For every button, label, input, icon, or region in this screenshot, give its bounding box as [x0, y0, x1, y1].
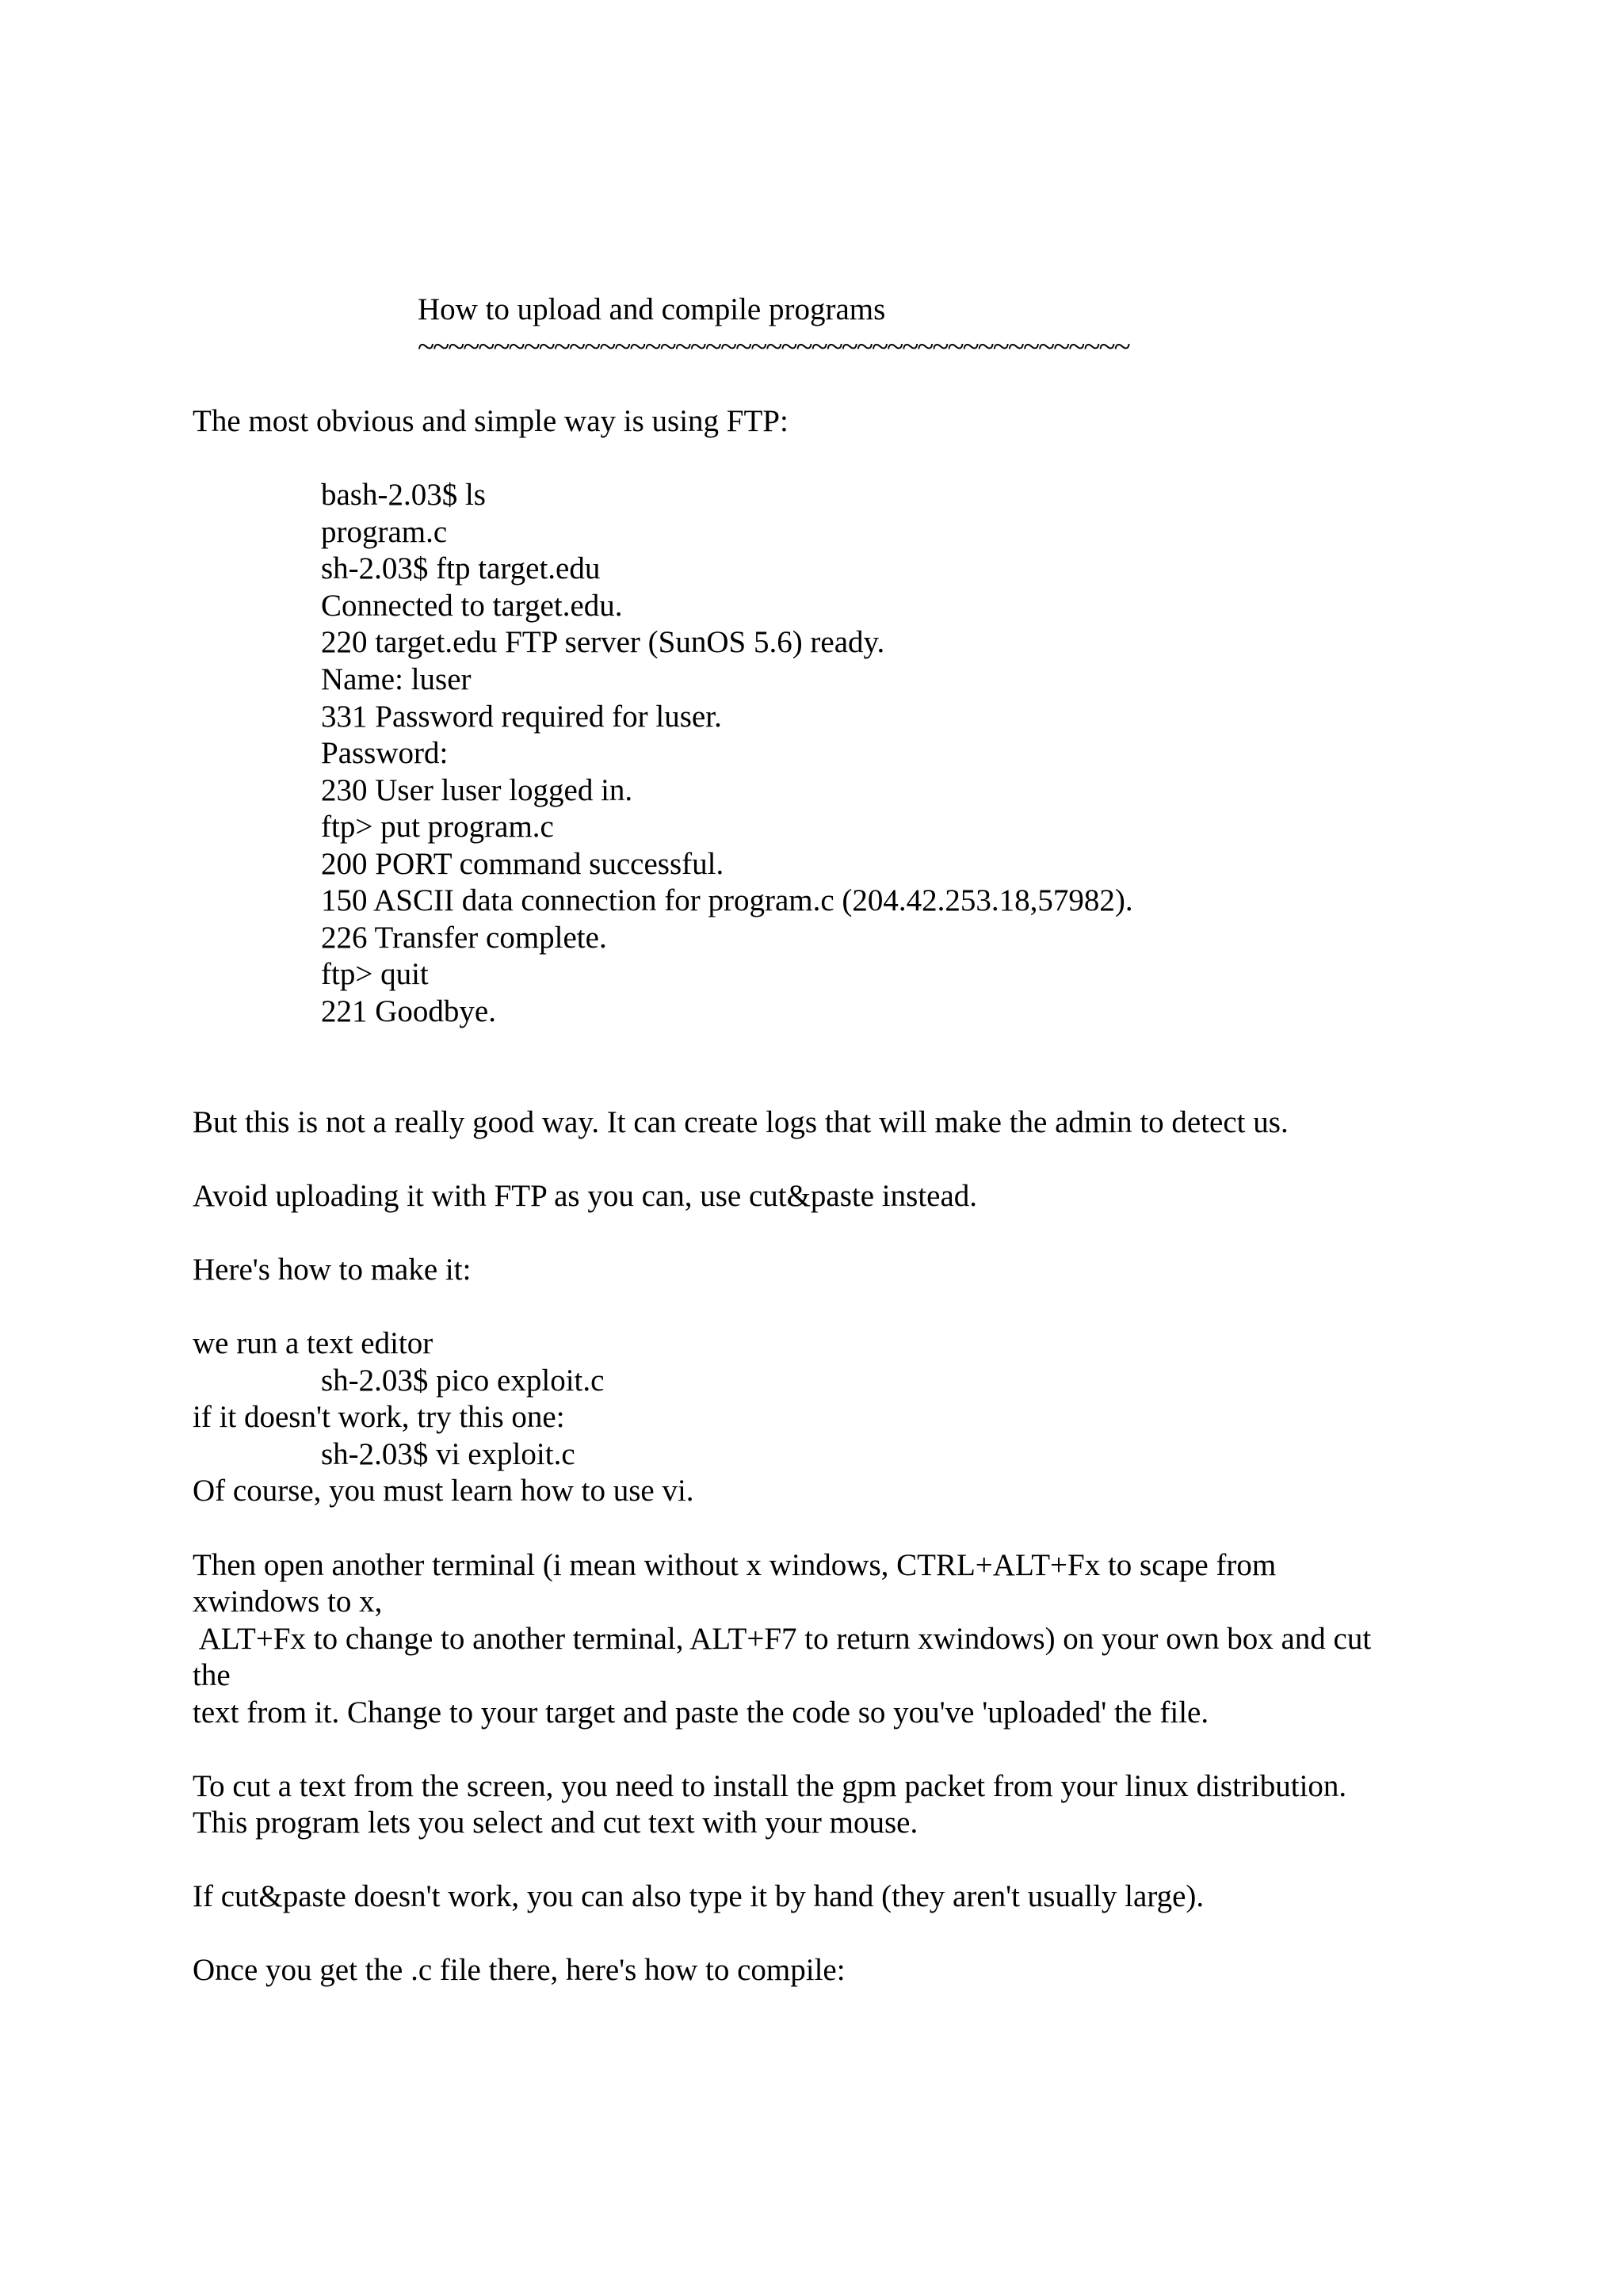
intro-paragraph: The most obvious and simple way is using FTP:: [193, 404, 789, 438]
terminal-paragraph-line: text from it. Change to your target and paste the code so you've 'uploaded' the file.: [193, 1695, 1209, 1730]
terminal-paragraph-line: the: [193, 1658, 231, 1692]
ftp-line: bash-2.03$ ls: [321, 478, 486, 512]
ftp-line: 150 ASCII data connection for program.c (204.42.253.18,57982).: [321, 883, 1133, 917]
ftp-line: ftp> quit: [321, 957, 429, 991]
compile-intro-paragraph: Once you get the .c file there, here's how to compile:: [193, 1953, 846, 1987]
ftp-line: program.c: [321, 515, 448, 549]
ftp-line: sh-2.03$ ftp target.edu: [321, 551, 601, 585]
ftp-line: 331 Password required for luser.: [321, 700, 722, 734]
ftp-line: Password:: [321, 736, 449, 770]
gpm-paragraph-line: To cut a text from the screen, you need to install the gpm packet from your linux distribution.: [193, 1769, 1347, 1803]
not-good-paragraph: But this is not a really good way. It can create logs that will make the admin to detect us.: [193, 1105, 1289, 1139]
ftp-line: 220 target.edu FTP server (SunOS 5.6) ready.: [321, 625, 885, 659]
terminal-paragraph-line: xwindows to x,: [193, 1585, 383, 1619]
title-underline: ~~~~~~~~~~~~~~~~~~~~~~~~~~~~~~~~~~~~~~~~~~~~~~~: [418, 330, 1129, 364]
pico-command: sh-2.03$ pico exploit.c: [321, 1363, 605, 1398]
learn-vi-line: Of course, you must learn how to use vi.: [193, 1474, 694, 1508]
terminal-paragraph-line: ALT+Fx to change to another terminal, ALT+F7 to return xwindows) on your own box and cut: [193, 1622, 1372, 1656]
document-title: How to upload and compile programs: [418, 292, 886, 326]
type-by-hand-paragraph: If cut&paste doesn't work, you can also type it by hand (they aren't usually large).: [193, 1879, 1205, 1913]
gpm-paragraph-line: This program lets you select and cut text with your mouse.: [193, 1806, 918, 1840]
vi-command: sh-2.03$ vi exploit.c: [321, 1437, 575, 1471]
heres-how-paragraph: Here's how to make it:: [193, 1253, 472, 1287]
ftp-line: ftp> put program.c: [321, 810, 554, 844]
ftp-line: 221 Goodbye.: [321, 994, 496, 1028]
ftp-line: 230 User luser logged in.: [321, 773, 633, 807]
avoid-ftp-paragraph: Avoid uploading it with FTP as you can, use cut&paste instead.: [193, 1179, 978, 1213]
fallback-line: if it doesn't work, try this one:: [193, 1400, 565, 1434]
editor-intro-line: we run a text editor: [193, 1326, 433, 1360]
ftp-line: 200 PORT command successful.: [321, 847, 724, 881]
ftp-line: Connected to target.edu.: [321, 589, 623, 623]
terminal-paragraph-line: Then open another terminal (i mean without x windows, CTRL+ALT+Fx to scape from: [193, 1548, 1277, 1582]
ftp-line: Name: luser: [321, 662, 472, 696]
ftp-line: 226 Transfer complete.: [321, 921, 607, 955]
